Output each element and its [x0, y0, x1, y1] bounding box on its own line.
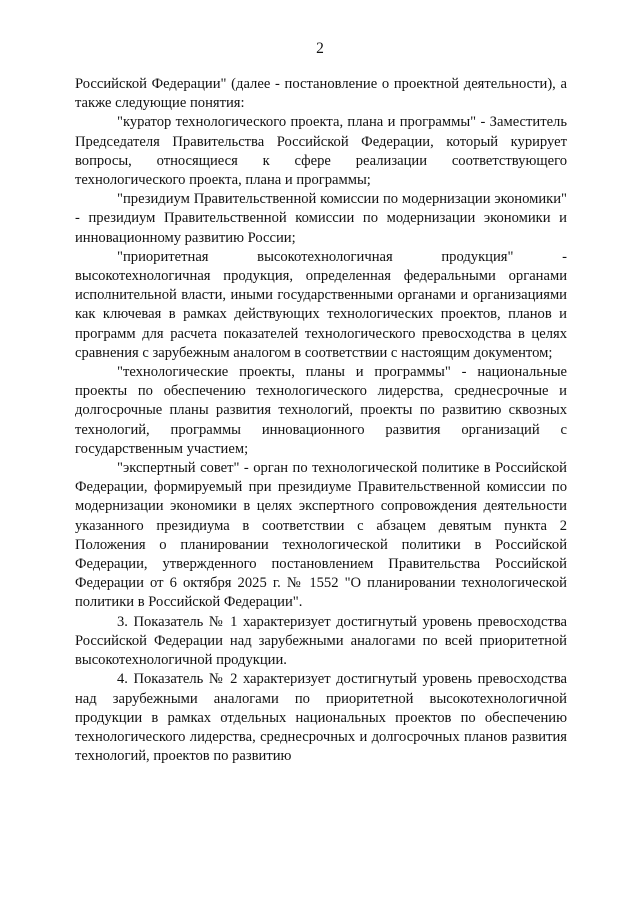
paragraph-continuation: Российской Федерации" (далее - постановление о проектной деятельности), а также следующие понятия:: [75, 76, 567, 112]
paragraph-tech-projects-definition: "технологические проекты, планы и программы" - национальные проекты по обеспечению технологического лидерства, среднесрочные и долгосрочные планы развития технологий, проекты по развитию сквозных технологий, программы инновационного развития организаций с государственным участием;: [75, 364, 567, 457]
paragraph-curator-definition: "куратор технологического проекта, плана и программы" - Заместитель Председателя Правительства Российской Федерации, который курирует вопросы, относящиеся к сфере реализации соответствующего технологического проекта, плана и программы;: [75, 114, 567, 189]
paragraph-indicator-1: 3. Показатель № 1 характеризует достигнутый уровень превосходства Российской Федерации над зарубежными аналогами по всей приоритетной высокотехнологичной продукции.: [75, 613, 567, 669]
page-number: 2: [316, 40, 324, 57]
paragraph-presidium-definition: "президиум Правительственной комиссии по модернизации экономики" - президиум Правительственной комиссии по модернизации экономики и инновационному развитию России;: [75, 191, 567, 246]
document-body: [75, 75, 567, 766]
paragraph-expert-council-definition: "экспертный совет" - орган по технологической политике в Российской Федерации, формируемый при президиуме Правительственной комиссии по модернизации экономики в целях экспертного сопровождения деятельности указанного президиума в соответствии с абзацем девятым пункта 2 Положения о планировании технологической политики в Российской Федерации, утвержденного постановлением Правительства Российской Федерации от 6 октября 2025 г. № 1552 "О планировании технологической политики в Российской Федерации".: [75, 460, 567, 611]
paragraph-priority-product-definition: "приоритетная высокотехнологичная продукция" - высокотехнологичная продукция, определенная федеральными органами исполнительной власти, иными государственными органами и организациями как ключевая в рамках действующих технологических проектов, планов и программ для расчета показателей технологического превосходства в целях сравнения с зарубежным аналогом в соответствии с настоящим документом;: [75, 248, 567, 361]
paragraph-indicator-2: 4. Показатель № 2 характеризует достигнутый уровень превосходства над зарубежными аналогами по приоритетной высокотехнологичной продукции в рамках отдельных национальных проектов по обеспечению технологического лидерства, среднесрочных и долгосрочных планов развития технологий, проектов по развитию: [75, 671, 567, 765]
